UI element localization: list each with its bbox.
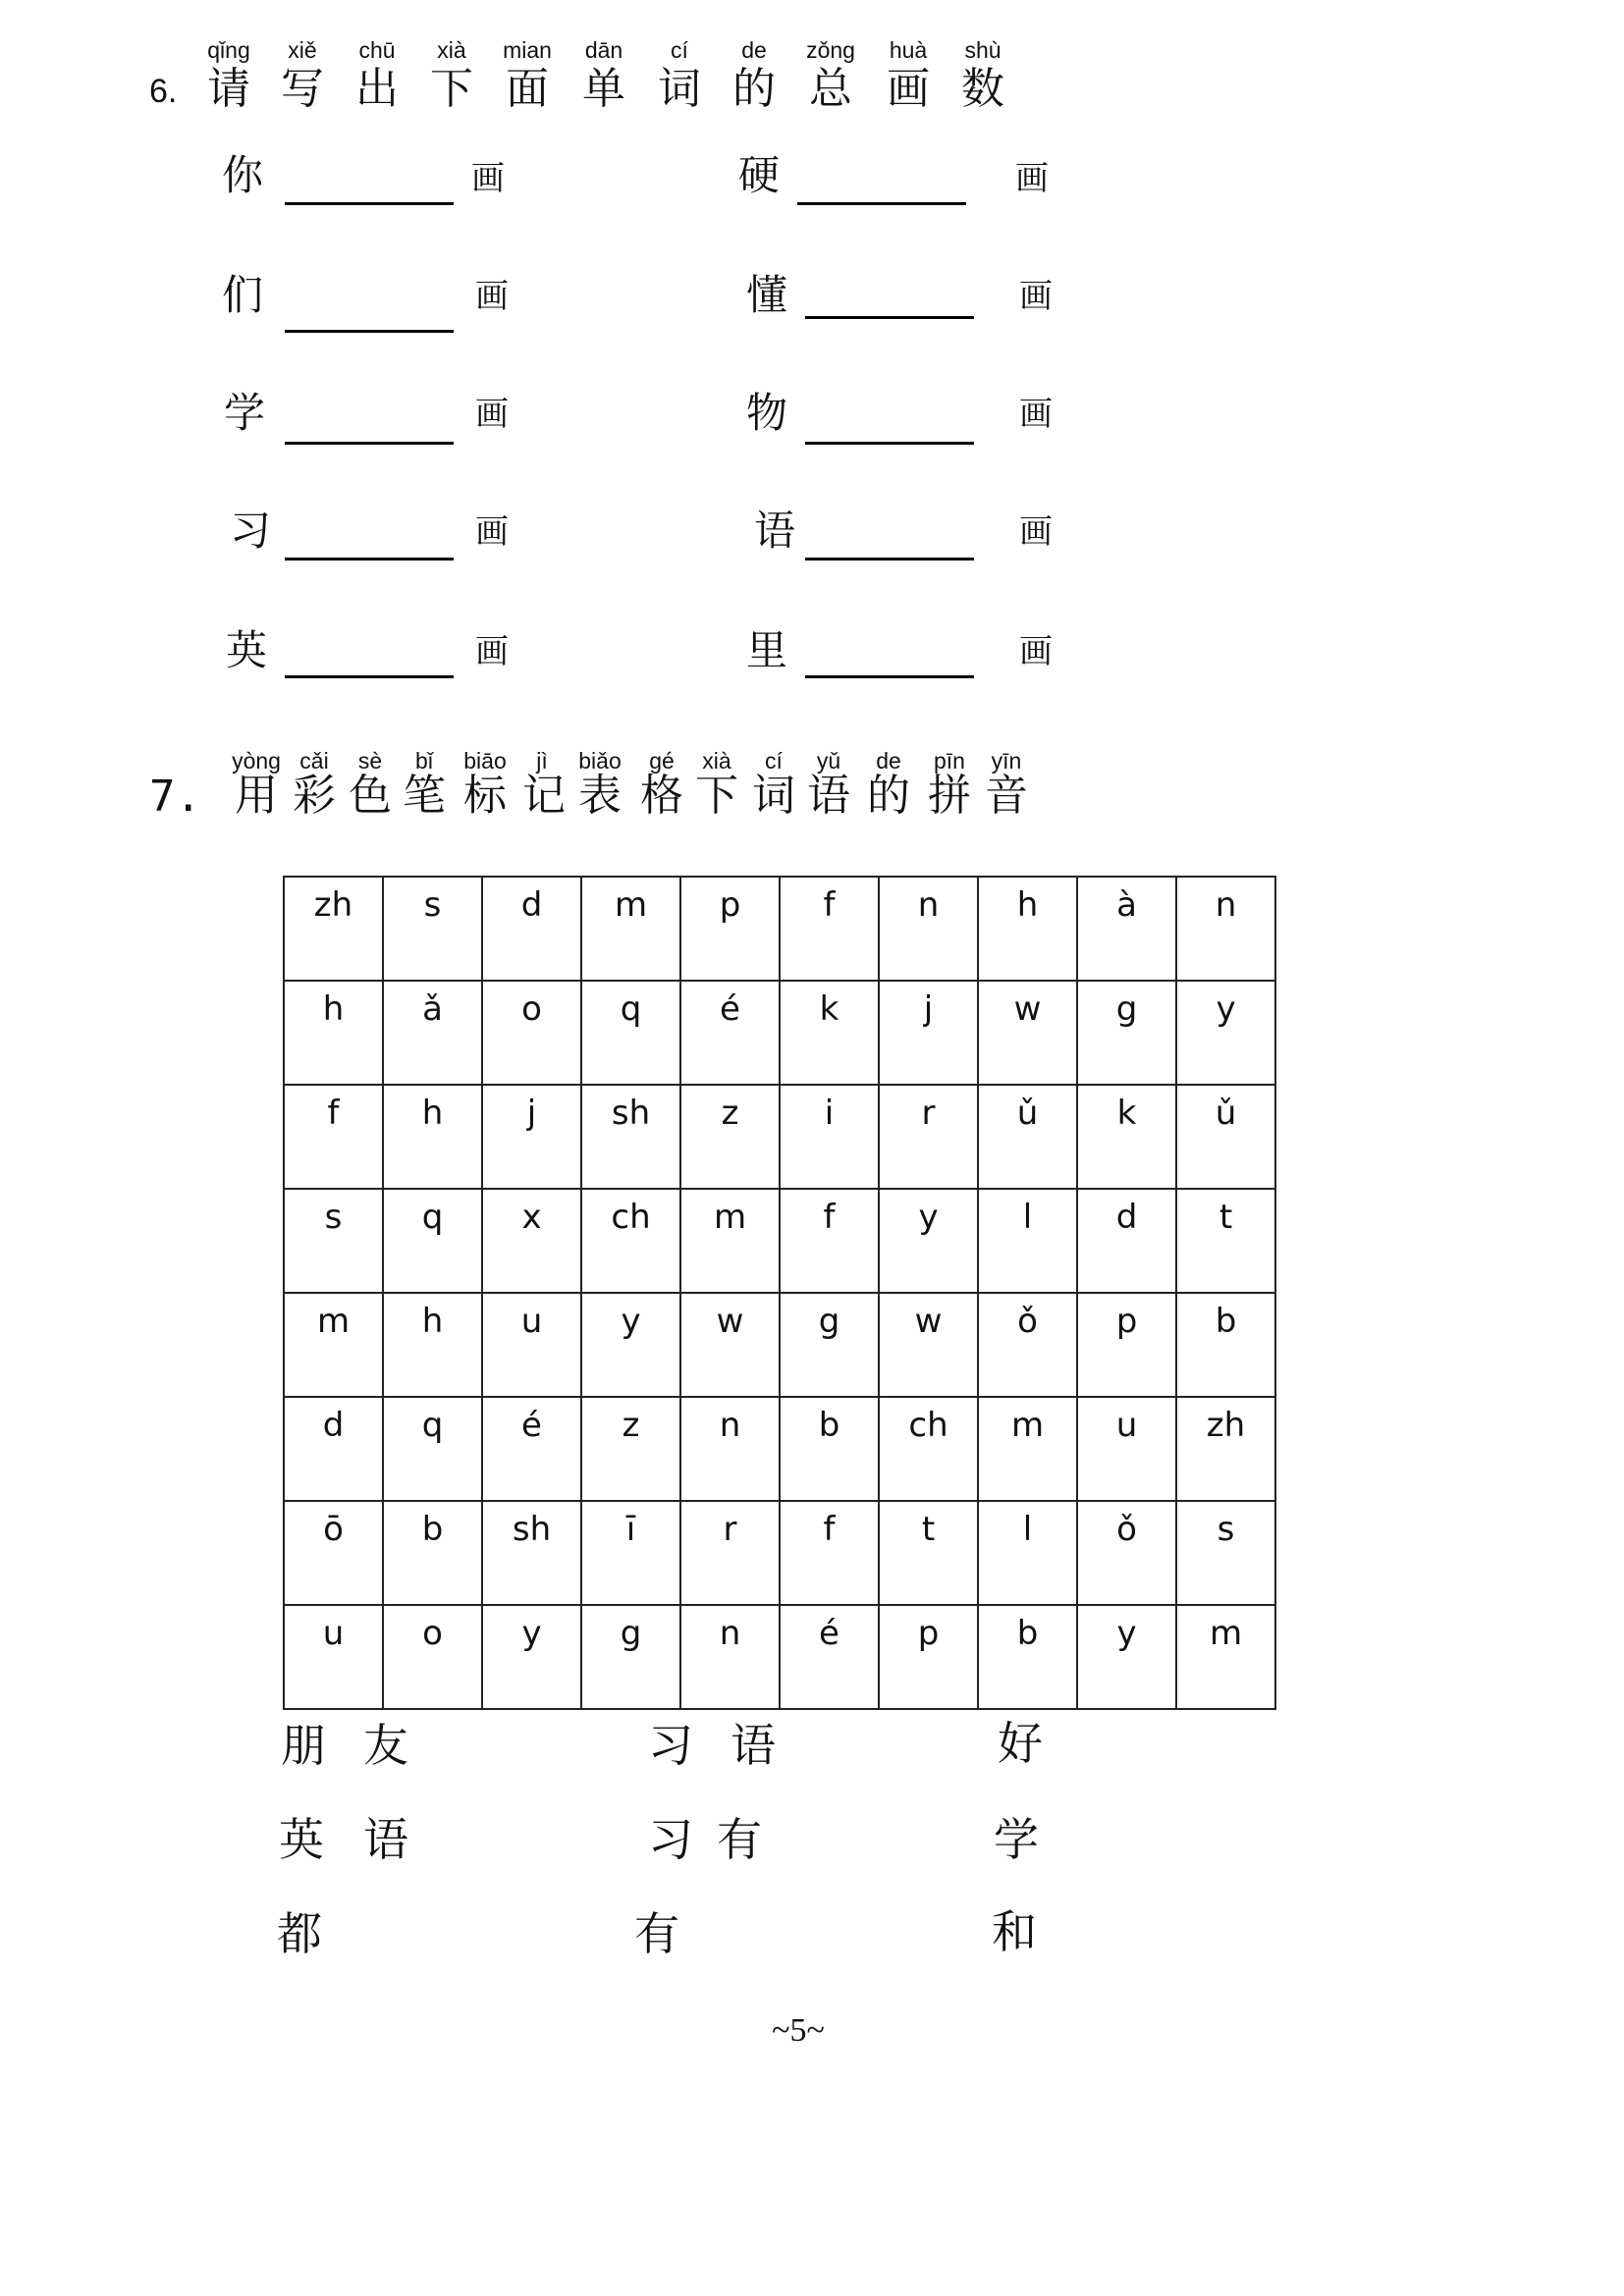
heading-char: 音 (985, 771, 1028, 821)
grid-cell[interactable]: p (1077, 1293, 1176, 1397)
answer-blank[interactable] (285, 675, 454, 678)
grid-cell[interactable]: é (482, 1397, 581, 1501)
grid-cell[interactable]: k (780, 981, 879, 1085)
pinyin: yīn (991, 748, 1022, 774)
pinyin: xiě (288, 37, 317, 63)
grid-cell[interactable]: w (680, 1293, 780, 1397)
grid-cell[interactable]: h (383, 1293, 482, 1397)
pinyin: cǎi (299, 748, 329, 774)
heading-char: 词 (752, 771, 795, 821)
heading-char: 表 (578, 771, 622, 821)
stroke-char: 学 (224, 389, 266, 437)
q7-number: 7. (149, 772, 201, 822)
grid-cell[interactable]: f (284, 1085, 383, 1189)
heading-char: 的 (732, 64, 776, 114)
grid-cell[interactable]: ǒ (1077, 1501, 1176, 1605)
word-char: 英 (279, 1813, 324, 1866)
grid-cell[interactable]: f (780, 877, 879, 981)
pinyin: pīn (934, 748, 965, 774)
grid-row (284, 1189, 1275, 1293)
word-char: 都 (277, 1907, 322, 1960)
heading-char: 出 (355, 64, 399, 114)
grid-row (284, 981, 1275, 1085)
grid-row (284, 1605, 1275, 1709)
pinyin: huà (889, 37, 928, 63)
pinyin: de (876, 748, 901, 774)
word-char: 习 (648, 1813, 693, 1866)
heading-char: 请 (207, 64, 250, 114)
grid-cell[interactable]: ǎ (383, 981, 482, 1085)
heading-char: 单 (582, 64, 625, 114)
answer-blank[interactable] (805, 316, 974, 319)
grid-cell[interactable]: z (581, 1397, 680, 1501)
grid-cell[interactable]: ch (879, 1397, 978, 1501)
grid-cell[interactable]: é (780, 1605, 879, 1709)
grid-cell[interactable]: u (1077, 1397, 1176, 1501)
grid-cell[interactable]: t (1176, 1189, 1275, 1293)
pinyin: gé (649, 748, 675, 774)
word-char: 有 (634, 1907, 679, 1960)
pinyin: cí (765, 748, 783, 774)
grid-cell[interactable]: g (581, 1605, 680, 1709)
page-number: ~5~ (772, 2012, 825, 2049)
grid-cell[interactable]: y (482, 1605, 581, 1709)
grid-cell[interactable]: r (680, 1501, 780, 1605)
heading-char: 彩 (293, 771, 336, 821)
heading-char: 记 (522, 771, 566, 821)
word-char: 友 (363, 1719, 408, 1772)
grid-cell[interactable]: b (1176, 1293, 1275, 1397)
heading-char: 下 (695, 771, 738, 821)
grid-cell[interactable]: j (482, 1085, 581, 1189)
stroke-char: 习 (230, 507, 272, 555)
stroke-unit: 画 (1019, 632, 1053, 671)
pinyin: de (741, 37, 767, 63)
pinyin: mian (503, 37, 552, 63)
grid-cell[interactable]: p (680, 877, 780, 981)
grid-cell[interactable]: h (383, 1085, 482, 1189)
pinyin: biāo (463, 748, 507, 774)
grid-cell[interactable]: p (879, 1605, 978, 1709)
grid-cell[interactable]: r (879, 1085, 978, 1189)
grid-cell[interactable]: q (383, 1189, 482, 1293)
grid-cell[interactable]: s (284, 1189, 383, 1293)
grid-cell[interactable]: l (978, 1501, 1077, 1605)
word-char: 有 (717, 1813, 762, 1866)
stroke-char: 英 (226, 626, 268, 674)
grid-cell[interactable]: t (879, 1501, 978, 1605)
pinyin: xià (437, 37, 466, 63)
grid-cell[interactable]: n (680, 1397, 780, 1501)
grid-cell[interactable]: n (680, 1605, 780, 1709)
grid-cell[interactable]: u (284, 1605, 383, 1709)
answer-blank[interactable] (285, 202, 454, 205)
q6-heading (192, 65, 1019, 114)
pinyin: shù (964, 37, 1001, 63)
grid-cell[interactable]: ī (581, 1501, 680, 1605)
pinyin: bǐ (415, 748, 433, 774)
grid-cell[interactable]: m (284, 1293, 383, 1397)
heading-char: 的 (867, 771, 910, 821)
stroke-unit: 画 (1019, 277, 1053, 316)
heading-char: 色 (349, 771, 392, 821)
grid-cell[interactable]: y (581, 1293, 680, 1397)
grid-cell[interactable]: j (879, 981, 978, 1085)
grid-cell[interactable]: k (1077, 1085, 1176, 1189)
grid-cell[interactable]: n (879, 877, 978, 981)
grid-cell[interactable]: m (1176, 1605, 1275, 1709)
grid-cell[interactable]: y (1176, 981, 1275, 1085)
grid-cell[interactable]: x (482, 1189, 581, 1293)
grid-cell[interactable]: sh (581, 1085, 680, 1189)
grid-cell[interactable]: ǒ (978, 1293, 1077, 1397)
grid-row (284, 1293, 1275, 1397)
stroke-unit: 画 (475, 395, 509, 434)
heading-char: 数 (961, 64, 1004, 114)
stroke-unit: 画 (1019, 512, 1053, 552)
answer-blank[interactable] (797, 202, 966, 205)
stroke-unit: 画 (1019, 395, 1053, 434)
pinyin-grid (283, 876, 1276, 1710)
stroke-char: 语 (754, 507, 796, 555)
grid-row (284, 1397, 1275, 1501)
grid-cell[interactable]: h (284, 981, 383, 1085)
heading-char: 词 (658, 64, 701, 114)
heading-char: 面 (506, 64, 549, 114)
word-char: 语 (363, 1813, 408, 1866)
grid-cell[interactable]: f (780, 1189, 879, 1293)
grid-cell[interactable]: w (978, 981, 1077, 1085)
grid-cell[interactable]: sh (482, 1501, 581, 1605)
answer-blank[interactable] (805, 675, 974, 678)
grid-cell[interactable]: i (780, 1085, 879, 1189)
grid-cell[interactable]: h (978, 877, 1077, 981)
stroke-unit: 画 (475, 632, 509, 671)
grid-cell[interactable]: b (978, 1605, 1077, 1709)
heading-char: 用 (235, 771, 278, 821)
heading-char: 写 (281, 64, 324, 114)
grid-cell[interactable]: q (383, 1397, 482, 1501)
answer-blank[interactable] (285, 442, 454, 445)
heading-char: 总 (809, 64, 852, 114)
stroke-unit: 画 (475, 512, 509, 552)
grid-cell[interactable]: d (482, 877, 581, 981)
pinyin: yòng (232, 748, 281, 774)
pinyin: yǔ (816, 748, 841, 774)
grid-cell[interactable]: ō (284, 1501, 383, 1605)
grid-cell[interactable]: ch (581, 1189, 680, 1293)
stroke-char: 们 (222, 271, 264, 319)
answer-blank[interactable] (805, 442, 974, 445)
heading-char: 拼 (928, 771, 971, 821)
grid-cell[interactable]: l (978, 1189, 1077, 1293)
word-char: 朋 (281, 1719, 326, 1772)
grid-cell[interactable]: zh (1176, 1397, 1275, 1501)
word-char: 学 (994, 1813, 1039, 1866)
grid-cell[interactable]: ǔ (978, 1085, 1077, 1189)
pinyin: xià (702, 748, 731, 774)
word-char: 习 (648, 1719, 693, 1772)
grid-cell[interactable]: y (1077, 1605, 1176, 1709)
heading-char: 画 (887, 64, 930, 114)
grid-cell[interactable]: f (780, 1501, 879, 1605)
grid-cell[interactable]: z (680, 1085, 780, 1189)
grid-cell[interactable]: w (879, 1293, 978, 1397)
grid-row (284, 877, 1275, 981)
word-char: 和 (992, 1905, 1037, 1958)
stroke-char: 你 (222, 151, 264, 199)
stroke-char: 懂 (746, 271, 788, 319)
grid-cell[interactable]: g (780, 1293, 879, 1397)
grid-cell[interactable]: b (383, 1501, 482, 1605)
pinyin: qǐng (207, 37, 250, 63)
grid-cell[interactable]: b (780, 1397, 879, 1501)
q7-heading (224, 772, 1033, 821)
grid-row (284, 1085, 1275, 1189)
grid-row (284, 1501, 1275, 1605)
grid-cell[interactable]: n (1176, 877, 1275, 981)
pinyin: zǒng (806, 37, 855, 63)
grid-cell[interactable]: m (978, 1397, 1077, 1501)
heading-char: 标 (463, 771, 507, 821)
grid-cell[interactable]: à (1077, 877, 1176, 981)
word-char: 好 (998, 1717, 1043, 1770)
pinyin: dān (584, 37, 623, 63)
stroke-char: 物 (746, 389, 788, 437)
grid-cell[interactable]: é (680, 981, 780, 1085)
grid-cell[interactable]: u (482, 1293, 581, 1397)
answer-blank[interactable] (285, 330, 454, 333)
grid-cell[interactable]: q (581, 981, 680, 1085)
grid-cell[interactable]: s (383, 877, 482, 981)
grid-cell[interactable]: m (680, 1189, 780, 1293)
grid-cell[interactable]: o (383, 1605, 482, 1709)
pinyin: jì (536, 748, 548, 774)
word-char: 语 (731, 1719, 776, 1772)
q6-number: 6. (149, 73, 178, 110)
heading-char: 语 (807, 771, 850, 821)
pinyin: biǎo (578, 748, 622, 774)
grid-cell[interactable]: ǔ (1176, 1085, 1275, 1189)
heading-char: 笔 (403, 771, 446, 821)
pinyin: sè (357, 748, 383, 774)
grid-cell[interactable]: y (879, 1189, 978, 1293)
answer-blank[interactable] (805, 558, 974, 561)
grid-cell[interactable]: m (581, 877, 680, 981)
grid-cell[interactable]: o (482, 981, 581, 1085)
q7-pinyin-row (224, 748, 1033, 774)
grid-cell[interactable]: g (1077, 981, 1176, 1085)
pinyin: cí (671, 37, 688, 63)
pinyin: chū (358, 37, 396, 63)
grid-cell[interactable]: s (1176, 1501, 1275, 1605)
stroke-char: 硬 (738, 151, 781, 199)
stroke-unit: 画 (471, 159, 505, 198)
grid-cell[interactable]: d (1077, 1189, 1176, 1293)
heading-char: 格 (640, 771, 683, 821)
grid-cell[interactable]: zh (284, 877, 383, 981)
stroke-unit: 画 (1015, 159, 1049, 198)
stroke-unit: 画 (475, 277, 509, 316)
stroke-char: 里 (746, 626, 788, 674)
grid-cell[interactable]: d (284, 1397, 383, 1501)
q6-pinyin-row (192, 37, 1019, 64)
answer-blank[interactable] (285, 558, 454, 561)
heading-char: 下 (430, 64, 473, 114)
